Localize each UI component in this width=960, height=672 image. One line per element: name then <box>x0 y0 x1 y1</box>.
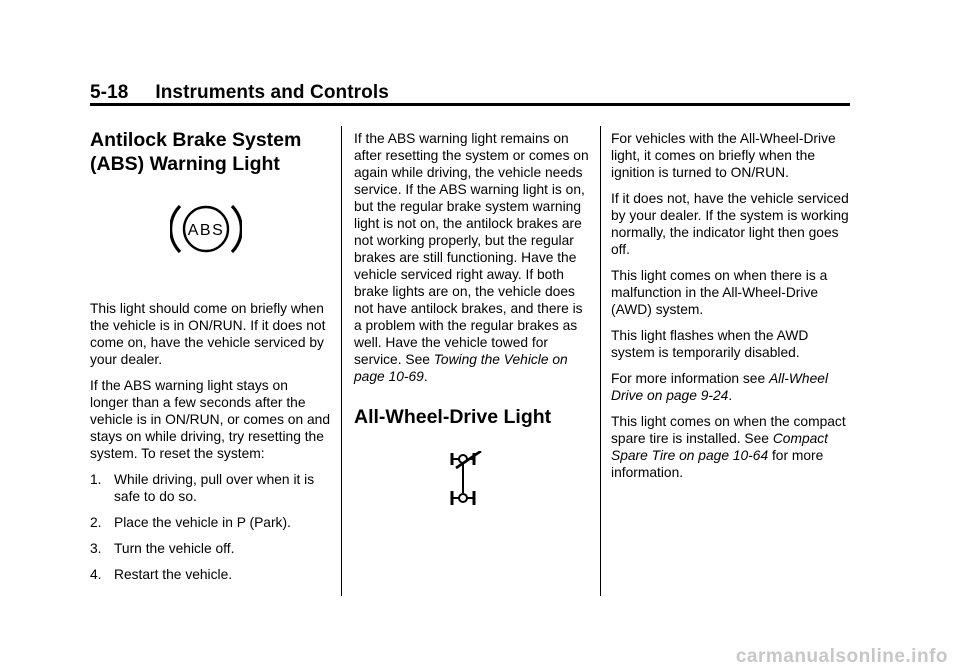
step-number: 4. <box>90 567 102 582</box>
step-number: 1. <box>90 472 102 487</box>
abs-section-heading: Antilock Brake System (ABS) Warning Light <box>90 129 302 175</box>
compact-spare-reference-link[interactable]: Compact Spare Tire on page 10-64 <box>611 431 829 463</box>
awd-paragraph-5-text: For more information see <box>611 371 769 386</box>
page-header <box>90 82 850 104</box>
awd-paragraph-5-end: . <box>728 388 733 403</box>
abs-paragraph-2: If the ABS warning light stays on longer than a few seconds after the vehicle is in ON/RUN, or comes on and stays on while driving, try resetting the system. To reset the system: <box>90 378 331 461</box>
all-wheel-drive-reference-link[interactable]: All-Wheel Drive on page 9-24 <box>611 371 829 403</box>
abs-paragraph-1: This light should come on briefly when the vehicle is in ON/RUN. If it does not come on, have the vehicle serviced by your dealer. <box>90 301 326 367</box>
step-text: Restart the vehicle. <box>114 567 233 582</box>
awd-paragraph-6 <box>611 413 855 481</box>
step-number: 3. <box>90 541 102 556</box>
awd-paragraph-6-text: This light comes on when the compact spare tire is installed. See <box>611 414 846 446</box>
column-3 <box>611 130 855 490</box>
awd-paragraph-5 <box>611 370 855 404</box>
reset-step-4 <box>90 566 330 583</box>
abs-paragraph-3-end: . <box>423 369 428 384</box>
step-text: Place the vehicle in P (Park). <box>114 515 291 530</box>
column-2 <box>354 130 590 513</box>
watermark: carmanualsonline.info <box>735 646 948 667</box>
reset-step-1 <box>90 471 330 505</box>
awd-paragraph-4: This light flashes when the AWD system is temporarily disabled. <box>611 328 809 360</box>
awd-paragraph-1: For vehicles with the All-Wheel-Drive light, it comes on briefly when the ignition is turned to ON/RUN. <box>611 131 836 180</box>
page-header-title: 5-18 Instruments and Controls <box>90 82 389 103</box>
awd-warning-icon <box>446 451 590 513</box>
awd-paragraph-3: This light comes on when there is a malfunction in the All-Wheel-Drive (AWD) system. <box>611 268 828 317</box>
reset-step-2 <box>90 514 330 531</box>
towing-reference-link[interactable]: Towing the Vehicle on page 10-69 <box>354 352 568 384</box>
column-divider-1 <box>341 126 342 596</box>
awd-paragraph-2: If it does not, have the vehicle serviced by your dealer. If the system is working normally, the indicator light then goes off. <box>611 191 849 257</box>
column-divider-2 <box>600 126 601 596</box>
step-text: While driving, pull over when it is safe to do so. <box>114 472 315 504</box>
awd-section-heading: All-Wheel-Drive Light <box>354 406 552 428</box>
column-1 <box>90 128 330 592</box>
abs-paragraph-3-text: If the ABS warning light remains on after resetting the system or comes on again while driving, the vehicle needs service. If the ABS warning light is on, but the regular brake system warning light is not on, the antilock brakes are not working properly, but the regular brakes are still functioning. Have the vehicle serviced right away. If both brake lights are on, the vehicle does not have antilock brakes, and there is a problem with the regular brakes as well. Have the vehicle towed for service. See <box>354 131 589 367</box>
abs-warning-icon <box>170 198 330 278</box>
reset-step-3 <box>90 540 330 557</box>
awd-icon-svg <box>446 451 486 509</box>
abs-icon-label: ABS <box>187 222 225 239</box>
abs-icon-svg <box>170 198 242 260</box>
awd-paragraph-6-end: for more information. <box>611 448 824 480</box>
abs-paragraph-3 <box>354 130 590 385</box>
step-text: Turn the vehicle off. <box>114 541 235 556</box>
step-number: 2. <box>90 515 102 530</box>
header-rule <box>90 103 850 106</box>
